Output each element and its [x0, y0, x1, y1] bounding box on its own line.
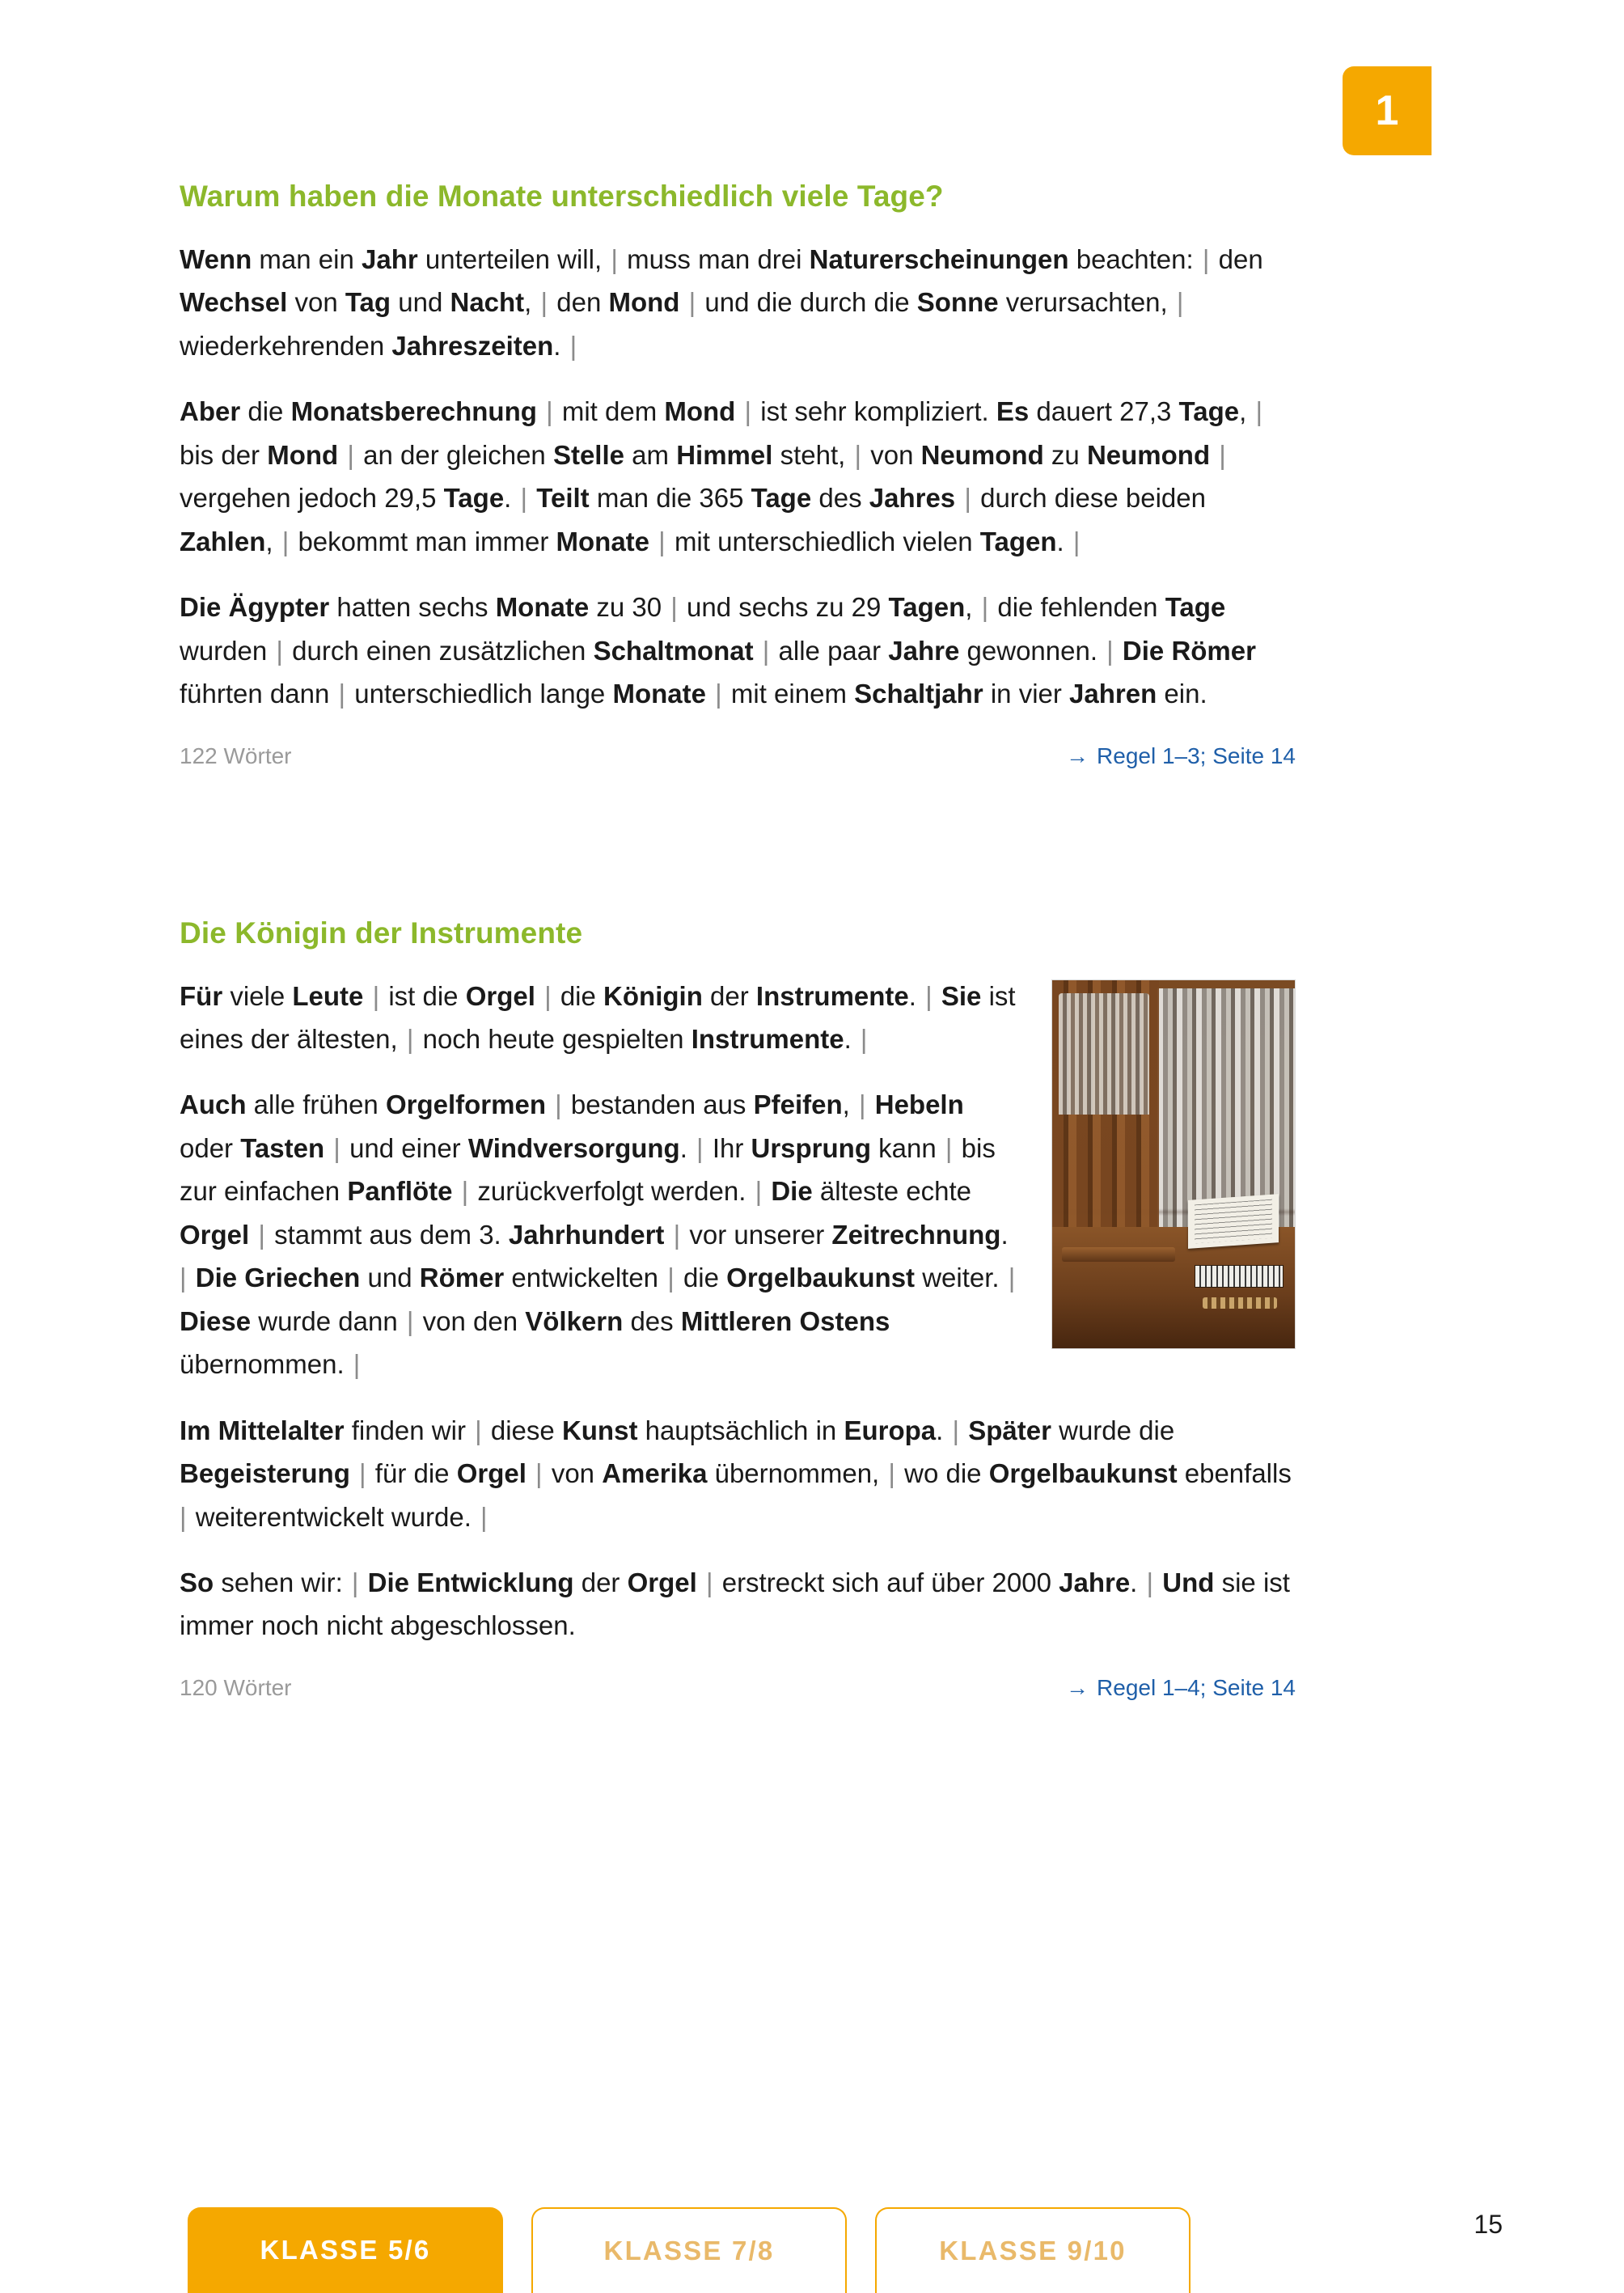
bold-word: Teilt — [536, 483, 590, 514]
phrase-separator: | — [538, 396, 560, 427]
bold-word: Tage — [1165, 592, 1226, 623]
bold-word: Monate — [612, 679, 706, 709]
phrase-separator: | — [274, 526, 297, 556]
chapter-tab — [1343, 66, 1432, 155]
phrase-separator: | — [345, 1349, 361, 1380]
sheet-music-icon — [1188, 1194, 1279, 1249]
bold-word: Neumond — [920, 439, 1044, 470]
bold-word: Mittleren Ostens — [680, 1305, 890, 1336]
rule-reference-link[interactable] — [1066, 1675, 1296, 1701]
bold-word: Zahlen — [180, 526, 266, 556]
chapter-number: 1 — [1375, 87, 1399, 134]
phrase-separator: | — [180, 1263, 194, 1293]
bold-word: Schaltmonat — [593, 635, 754, 666]
paragraph: Aber die Monatsberechnung | mit dem Mond | ist sehr kompliziert. Es dauert 27,3 Tage, | bis der Mond | an der gleichen Stelle am Himmel steht, | von Neumond zu Neumond | vergehen jedoch 29,5 Tage. | Teilt man die 365 Tage des Jahres | durch diese beiden Zahlen, | bekommt man immer Monate | mit unterschiedlich vielen Tagen. | — [180, 396, 1263, 556]
phrase-separator: | — [707, 679, 730, 709]
organ-bench — [1062, 1247, 1175, 1262]
bold-word: Amerika — [602, 1458, 708, 1489]
paragraph: Wenn man ein Jahr unterteilen will, | muss man drei Naturerscheinungen beachten: | den Wechsel von Tag und Nacht, | den Mond | und die durch die Sonne verursachten, | wiederkehrenden Jahreszeiten. | — [180, 244, 1263, 361]
phrase-separator: | — [340, 439, 362, 470]
section-title-orgel: Die Königin der Instrumente — [180, 916, 583, 950]
bold-word: Pfeifen — [753, 1089, 843, 1120]
phrase-separator: | — [399, 1305, 421, 1336]
phrase-separator: | — [562, 330, 577, 361]
phrase-separator: | — [881, 1458, 903, 1489]
bold-word: Jahreszeiten — [391, 330, 554, 361]
bold-word: Windversorgung — [467, 1132, 680, 1163]
phrase-separator: | — [974, 592, 996, 623]
phrase-separator: | — [945, 1415, 967, 1445]
bold-word: Die Ägypter — [180, 592, 330, 623]
phrase-separator: | — [351, 1458, 374, 1489]
rule-reference-link[interactable] — [1066, 743, 1296, 769]
grade-tab-label: KLASSE 5/6 — [260, 2235, 431, 2265]
phrase-separator: | — [1195, 244, 1217, 274]
bold-word: Sie — [941, 980, 982, 1011]
phrase-separator: | — [660, 1263, 682, 1293]
bold-word: Die — [771, 1176, 813, 1207]
phrase-separator: | — [399, 1023, 421, 1054]
phrase-separator: | — [326, 1132, 349, 1163]
bold-word: Monatsberechnung — [290, 396, 537, 427]
grade-tab-label: KLASSE 7/8 — [603, 2236, 775, 2266]
bold-word: Orgel — [627, 1567, 697, 1597]
bold-word: Mond — [664, 396, 736, 427]
organ-stops — [1203, 1297, 1277, 1309]
page-number: 15 — [1474, 2210, 1503, 2239]
rule-reference-label: Regel 1–3; Seite 14 — [1097, 742, 1296, 768]
text-image-flow — [180, 975, 1296, 1648]
phrase-separator: | — [1099, 635, 1121, 666]
bold-word: Später — [968, 1415, 1051, 1445]
bold-word: Es — [996, 396, 1030, 427]
bold-word: Orgelbaukunst — [988, 1458, 1178, 1489]
paragraph: Die Ägypter hatten sechs Monate zu 30 | und sechs zu 29 Tagen, | die fehlenden Tage wurden | durch einen zusätzlichen Schaltmonat | alle paar Jahre gewonnen. | Die Römer führten dann | unterschiedlich lange Monate | mit einem Schaltjahr in vier Jahren ein. — [180, 592, 1256, 709]
bold-word: Neumond — [1086, 439, 1211, 470]
bold-word: Schaltjahr — [854, 679, 983, 709]
bold-word: Die Entwicklung — [367, 1567, 574, 1597]
phrase-separator: | — [344, 1567, 366, 1597]
bold-word: Jahren — [1069, 679, 1157, 709]
phrase-separator: | — [1000, 1263, 1016, 1293]
word-count: 120 Wörter — [180, 1674, 292, 1700]
phrase-separator: | — [688, 1132, 711, 1163]
bold-word: Europa — [844, 1415, 937, 1445]
phrase-separator: | — [852, 1023, 868, 1054]
rule-reference-label: Regel 1–4; Seite 14 — [1097, 1674, 1296, 1700]
phrase-separator: | — [180, 1501, 194, 1532]
section-title-monate: Warum haben die Monate unterschiedlich viele Tage? — [180, 180, 944, 213]
phrase-separator: | — [1212, 439, 1226, 470]
phrase-separator: | — [331, 679, 353, 709]
section-meta — [180, 1675, 1296, 1701]
bold-word: Hebeln — [874, 1089, 964, 1120]
phrase-separator: | — [847, 439, 869, 470]
bold-word: Jahres — [869, 483, 956, 514]
phrase-separator: | — [251, 1219, 273, 1250]
bold-word: Mond — [608, 287, 680, 318]
phrase-separator: | — [681, 287, 704, 318]
phrase-separator: | — [663, 592, 686, 623]
organ-keyboard-icon — [1195, 1265, 1284, 1288]
bold-word: Sonne — [916, 287, 999, 318]
phrase-separator: | — [651, 526, 673, 556]
bold-word: Tage — [1178, 396, 1240, 427]
bold-word: Die Griechen — [195, 1263, 361, 1293]
bold-word: Tage — [751, 483, 812, 514]
bold-word: Tagen — [979, 526, 1057, 556]
bold-word: So — [180, 1567, 214, 1597]
phrase-separator: | — [747, 1176, 770, 1207]
bold-word: Orgelformen — [385, 1089, 546, 1120]
bold-word: Aber — [180, 396, 241, 427]
bold-word: Ursprung — [751, 1132, 871, 1163]
bold-word: Wechsel — [180, 287, 288, 318]
bold-word: Instrumente — [691, 1023, 844, 1054]
bold-word: Begeisterung — [180, 1458, 350, 1489]
paragraph: Für viele Leute | ist die Orgel | die Königin der Instrumente. | Sie ist eines der ältesten, | noch heute gespielten Instrumente. | — [180, 980, 1016, 1054]
phrase-separator: | — [737, 396, 759, 427]
organ-console — [1052, 1227, 1295, 1348]
bold-word: Jahre — [1059, 1567, 1131, 1597]
bold-word: Monate — [556, 526, 650, 556]
bold-word: Himmel — [676, 439, 773, 470]
bold-word: Jahre — [888, 635, 960, 666]
bold-word: Tagen — [888, 592, 966, 623]
bold-word: Und — [1162, 1567, 1215, 1597]
bold-word: Orgel — [456, 1458, 527, 1489]
organ-pipes-icon — [1059, 993, 1149, 1115]
bold-word: W — [180, 244, 205, 274]
grade-tabs — [188, 2196, 1425, 2293]
bold-word: Panflöte — [347, 1176, 453, 1207]
grade-tab-9-10[interactable] — [875, 2207, 1191, 2293]
bold-word: Tasten — [240, 1132, 325, 1163]
bold-word: Leute — [292, 980, 364, 1011]
bold-word: Monate — [495, 592, 590, 623]
phrase-separator: | — [917, 980, 940, 1011]
phrase-separator: | — [472, 1501, 488, 1532]
bold-word: Jahrhundert — [508, 1219, 665, 1250]
bold-word: Orgel — [465, 980, 535, 1011]
phrase-separator: | — [527, 1458, 550, 1489]
bold-word: Orgelbaukunst — [726, 1263, 916, 1293]
bold-word: Königin — [603, 980, 703, 1011]
section-meta — [180, 743, 1296, 769]
phrase-separator: | — [269, 635, 291, 666]
phrase-separator: | — [851, 1089, 873, 1120]
bold-word: Völkern — [525, 1305, 624, 1336]
bold-word: Für — [180, 980, 223, 1011]
phrase-separator: | — [1169, 287, 1184, 318]
bold-word: Stelle — [552, 439, 624, 470]
arrow-right-icon: → — [1066, 742, 1089, 768]
bold-word: enn — [204, 244, 252, 274]
phrase-separator: | — [467, 1415, 489, 1445]
page-content — [180, 180, 1296, 1701]
paragraph: So sehen wir: | Die Entwicklung der Orgel | erstreckt sich auf über 2000 Jahre. | Und sie ist immer noch nicht abgeschlossen. — [180, 1567, 1290, 1641]
bold-word: Zeitrechnung — [831, 1219, 1001, 1250]
phrase-separator: | — [1248, 396, 1263, 427]
phrase-separator: | — [1065, 526, 1081, 556]
section-orgel — [180, 916, 1296, 1701]
phrase-separator: | — [603, 244, 626, 274]
phrase-separator: | — [548, 1089, 569, 1120]
grade-tab-5-6[interactable] — [188, 2207, 503, 2293]
bold-word: Im Mittelalter — [180, 1415, 345, 1445]
bold-word: Tage — [443, 483, 505, 514]
section-monate — [180, 180, 1296, 769]
arrow-right-icon: → — [1066, 1674, 1089, 1700]
phrase-separator: | — [1139, 1567, 1161, 1597]
bold-word: Naturerscheinungen — [809, 244, 1069, 274]
phrase-separator: | — [513, 483, 535, 514]
phrase-separator: | — [533, 287, 556, 318]
phrase-separator: | — [698, 1567, 721, 1597]
paragraph: Auch alle frühen Orgelformen | bestanden aus Pfeifen, | Hebeln oder Tasten | und einer Windversorgung. | Ihr Ursprung kann | bis zur einfachen Panflöte | zurückverfolgt werden. | Die älteste echte Orgel | stammt aus dem 3. Jahrhundert | vor unserer Zeitrechnung. | Die Griechen und Römer entwickelten | die Orgelbaukunst weiter. | Diese wurde dann | von den Völkern des Mittleren Ostens übernommen. | — [180, 1089, 1016, 1380]
bold-word: Auch — [180, 1089, 247, 1120]
phrase-separator: | — [666, 1219, 688, 1250]
bold-word: Diese — [180, 1305, 252, 1336]
grade-tab-7-8[interactable] — [531, 2207, 847, 2293]
bold-word: Mond — [267, 439, 339, 470]
paragraph: Im Mittelalter finden wir | diese Kunst hauptsächlich in Europa. | Später wurde die Begeisterung | für die Orgel | von Amerika übernommen, | wo die Orgelbaukunst ebenfalls | weiterentwickelt wurde. | — [180, 1415, 1292, 1532]
phrase-separator: | — [454, 1176, 476, 1207]
phrase-separator: | — [755, 635, 777, 666]
bold-word: Nacht — [450, 287, 525, 318]
bold-word: Tag — [345, 287, 391, 318]
bold-word: Römer — [419, 1263, 505, 1293]
grade-tab-label: KLASSE 9/10 — [939, 2236, 1127, 2266]
phrase-separator: | — [365, 980, 387, 1011]
phrase-separator: | — [536, 980, 559, 1011]
bold-word: Instrumente — [755, 980, 909, 1011]
phrase-separator: | — [957, 483, 979, 514]
organ-image — [1051, 979, 1296, 1349]
bold-word: Die Römer — [1122, 635, 1256, 666]
phrase-separator: | — [937, 1132, 960, 1163]
bold-word: Kunst — [561, 1415, 638, 1445]
word-count: 122 Wörter — [180, 742, 292, 768]
bold-word: Orgel — [180, 1219, 250, 1250]
bold-word: Jahr — [361, 244, 418, 274]
